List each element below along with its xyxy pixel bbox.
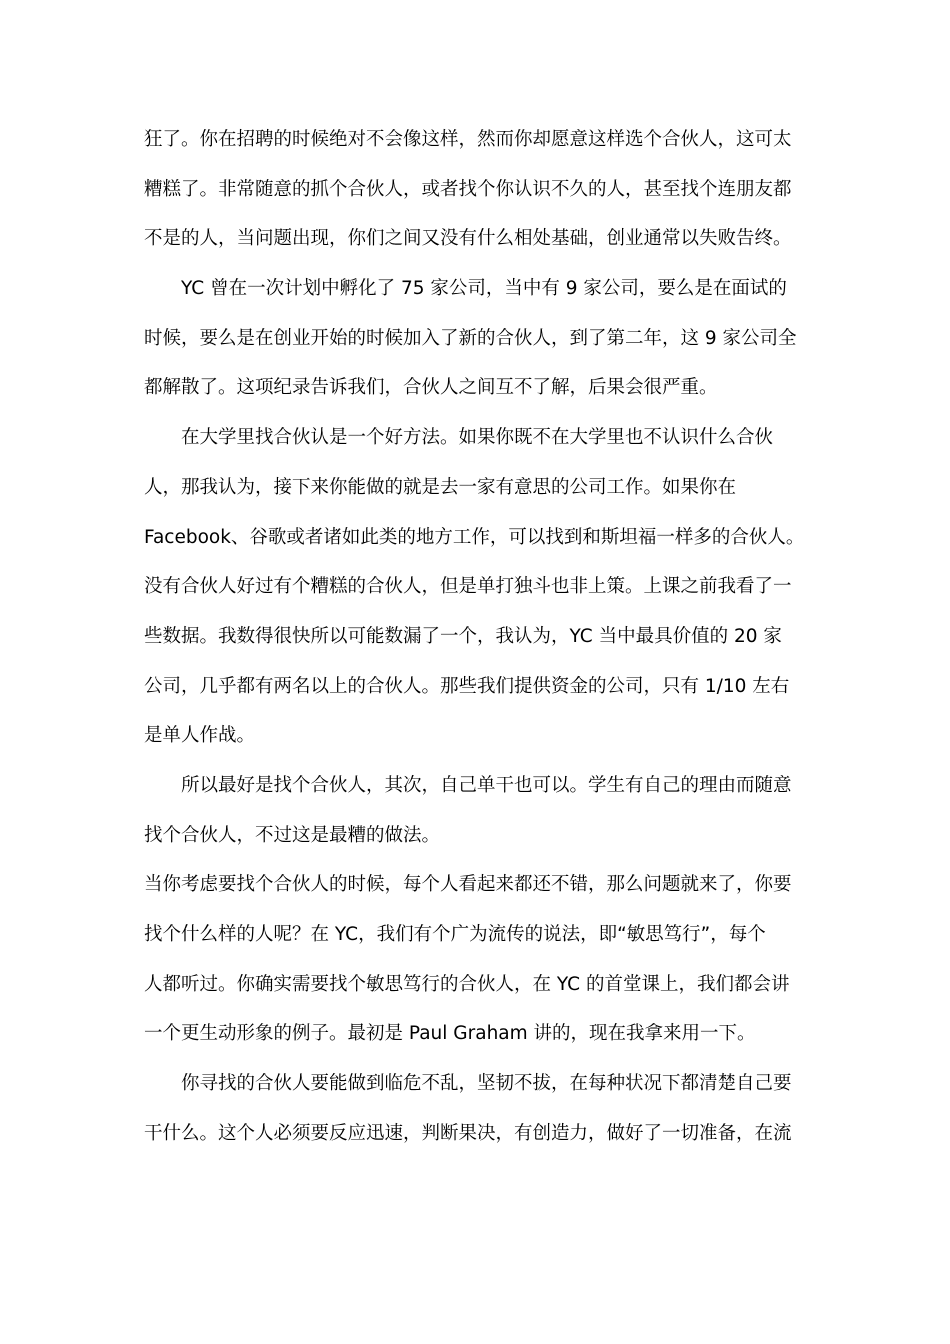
- text-line: 不是的人，当问题出现，你们之间又没有什么相处基础，创业通常以失败告终。: [144, 228, 792, 250]
- paragraph-4: [144, 761, 812, 860]
- text-line: 都解散了。这项纪录告诉我们，合伙人之间互不了解，后果会很严重。: [144, 377, 718, 399]
- text-line: 些数据。我数得很快所以可能数漏了一个，我认为，YC 当中最具价值的 20 家: [144, 625, 782, 647]
- text-line: 一个更生动形象的例子。最初是 Paul Graham 讲的，现在我拿来用一下。: [144, 1023, 756, 1045]
- text-line: 在大学里找合伙认是一个好方法。如果你既不在大学里也不认识什么合伙: [181, 427, 774, 449]
- paragraph-5: [144, 860, 812, 1059]
- paragraph-1: [144, 115, 812, 264]
- text-line: 找个合伙人，不过这是最糟的做法。: [144, 824, 441, 846]
- text-line: 狂了。你在招聘的时候绝对不会像这样，然而你却愿意这样选个合伙人，这可太: [144, 129, 792, 150]
- text-line: 人，那我认为，接下来你能做的就是去一家有意思的公司工作。如果你在: [144, 476, 737, 498]
- text-line: 时候，要么是在创业开始的时候加入了新的合伙人，到了第二年，这 9 家公司全: [144, 327, 797, 349]
- paragraph-2: [144, 264, 812, 413]
- text-line: 你寻找的合伙人要能做到临危不乱，坚韧不拔，在每种状况下都清楚自己要: [181, 1073, 792, 1095]
- text-line: 当你考虑要找个合伙人的时候，每个人看起来都还不错，那么问题就来了，你要: [144, 874, 792, 896]
- document-body: [144, 115, 812, 1158]
- text-line: 是单人作战。: [144, 725, 256, 747]
- text-line: Facebook、谷歌或者诸如此类的地方工作，可以找到和斯坦福一样多的合伙人。: [144, 526, 805, 548]
- text-line: 公司，几乎都有两名以上的合伙人。那些我们提供资金的公司，只有 1/10 左右: [144, 675, 790, 697]
- text-line: 干什么。这个人必须要反应迅速，判断果决，有创造力，做好了一切准备，在流: [144, 1122, 792, 1144]
- text-line: 人都听过。你确实需要找个敏思笃行的合伙人，在 YC 的首堂课上，我们都会讲: [144, 973, 790, 995]
- text-line: 找个什么样的人呢？在 YC，我们有个广为流传的说法，即“敏思笃行”，每个: [144, 924, 766, 945]
- text-line: 没有合伙人好过有个糟糕的合伙人，但是单打独斗也非上策。上课之前我看了一: [144, 576, 792, 598]
- paragraph-6: [144, 1059, 812, 1158]
- text-line: 糟糕了。非常随意的抓个合伙人，或者找个你认识不久的人，甚至找个连朋友都: [144, 178, 792, 200]
- text-line: YC 曾在一次计划中孵化了 75 家公司，当中有 9 家公司，要么是在面试的: [181, 278, 787, 300]
- paragraph-3: [144, 413, 812, 761]
- text-line: 所以最好是找个合伙人，其次，自己单干也可以。学生有自己的理由而随意: [181, 774, 792, 796]
